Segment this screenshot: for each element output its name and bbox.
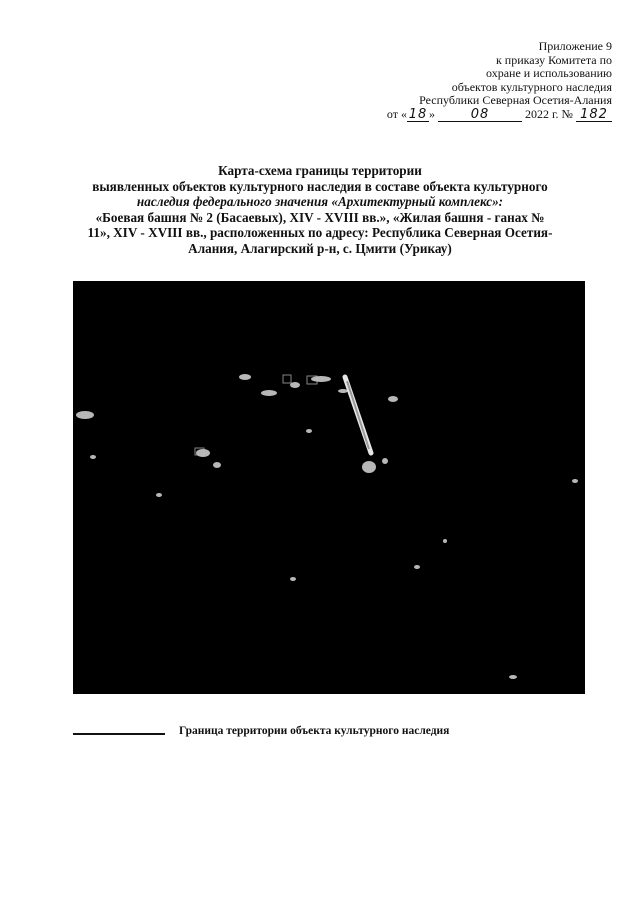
appendix-line: объектов культурного наследия bbox=[451, 79, 612, 94]
order-year: 2022 г. № bbox=[524, 106, 573, 121]
title-line: Алания, Алагирский р-н, с. Цмити (Урикау) bbox=[188, 240, 452, 256]
title-line: 11», XIV - XVIII вв., расположенных по адресу: Республика Северная Осетия- bbox=[87, 225, 553, 240]
order-month: 08 bbox=[438, 109, 522, 122]
map-legend bbox=[73, 725, 585, 741]
satellite-map bbox=[73, 281, 585, 694]
appendix-line: охране и использованию bbox=[486, 66, 612, 80]
order-date-line bbox=[312, 108, 612, 122]
boundary-line-symbol bbox=[73, 733, 165, 735]
legend-label: Граница территории объекта культурного наследия bbox=[179, 725, 450, 737]
map-image bbox=[73, 281, 585, 694]
date-quote: » bbox=[428, 106, 435, 121]
order-day: 18 bbox=[408, 106, 428, 122]
appendix-line: к приказу Комитета по bbox=[495, 52, 612, 67]
date-prefix: от « bbox=[386, 106, 407, 121]
title-line: наследия федерального значения «Архитектурный комплекс»: bbox=[136, 194, 504, 209]
appendix-number: Приложение 9 bbox=[538, 39, 612, 53]
title-line: «Боевая башня № 2 (Басаевых), XIV - XVIII вв.», «Жилая башня - ганах № bbox=[95, 209, 545, 225]
title-line: Карта-схема границы территории bbox=[218, 163, 422, 178]
order-number: 182 bbox=[576, 109, 612, 122]
appendix-header bbox=[312, 40, 612, 122]
appendix-line: Республики Северная Осетия-Алания bbox=[419, 93, 612, 107]
document-title bbox=[50, 163, 590, 256]
title-line: выявленных объектов культурного наследия в составе объекта культурного bbox=[92, 178, 548, 194]
